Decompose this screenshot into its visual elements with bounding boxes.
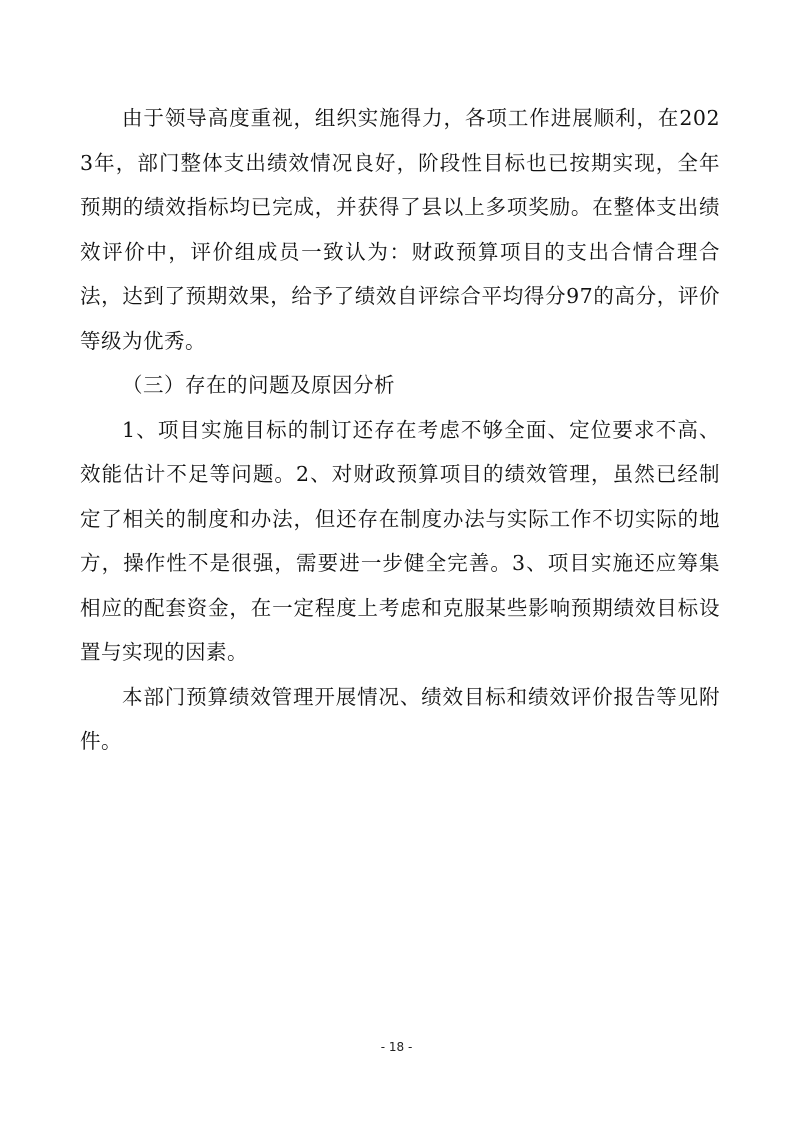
document-body (80, 96, 720, 764)
paragraph-performance-summary: 由于领导高度重视，组织实施得力，各项工作进展顺利，在2023年，部门整体支出绩效情况良好，阶段性目标也已按期实现，全年预期的绩效指标均已完成，并获得了县以上多项奖励。在整体支出绩效评价中，评价组成员一致认为：财政预算项目的支出合情合理合法，达到了预期效果，给予了绩效自评综合平均得分97的高分，评价等级为优秀。 (80, 106, 720, 353)
paragraph-attachment-note: 本部门预算绩效管理开展情况、绩效目标和绩效评价报告等见附件。 (80, 684, 720, 753)
paragraph-problems-analysis: 1、项目实施目标的制订还存在考虑不够全面、定位要求不高、效能估计不足等问题。2、对财政预算项目的绩效管理，虽然已经制定了相关的制度和办法，但还存在制度办法与实际工作不切实际的地方，操作性不是很强，需要进一步健全完善。3、项目实施还应筹集相应的配套资金，在一定程度上考虑和克服某些影响预期绩效目标设置与实现的因素。 (80, 417, 720, 664)
page-number: - 18 - (380, 1040, 413, 1054)
section-heading-problems: （三）存在的问题及原因分析 (122, 373, 395, 397)
